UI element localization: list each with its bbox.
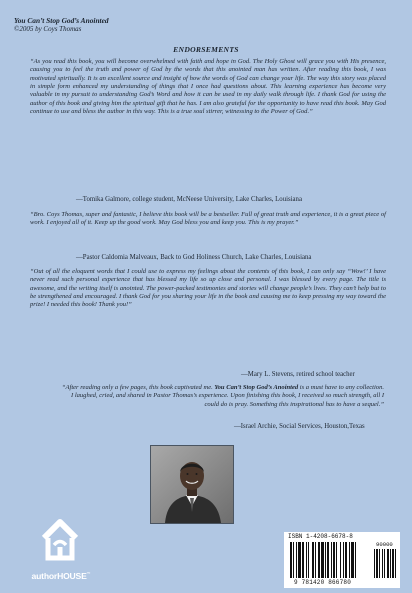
author-photo bbox=[150, 445, 234, 524]
endorsement-attribution: —Tomika Galmore, college student, McNeese University, Lake Charles, Louisiana bbox=[76, 196, 302, 203]
endorsement-2 bbox=[30, 211, 386, 228]
endorsement-attribution: —Pastor Caldomia Malveaux, Back to God Holiness Church, Lake Charles, Louisiana bbox=[76, 254, 312, 261]
publisher-name bbox=[26, 571, 96, 581]
house-icon bbox=[26, 508, 94, 570]
endorsements-heading: ENDORSEMENTS bbox=[173, 45, 239, 54]
endorsement-attribution: —Israel Archie, Social Services, Houston,Texas bbox=[234, 423, 365, 430]
endorsement-text: “Out of all the eloquent words that I could use to express my feelings about the contents of this book, I can only say “Wow!’ I have never read such personal experience that has blessed my life so up close and personal. I was blessed by every page. The title is awesome, and the writing itself is anointed. The power-packed testimonies and stories will change people’s lives. They can’t help but to be strengthened and encouraged. I thank God for you sharing your life in the book and causing me to keep pressing my way toward the prize! I needed this book! Thank you!” bbox=[30, 268, 386, 309]
publisher-name-text: authorHOUSE bbox=[31, 571, 87, 581]
endorsement-book-title: You Can’t Stop God’s Anointed bbox=[214, 384, 299, 391]
endorsement-1 bbox=[30, 58, 386, 116]
author-photo-image bbox=[151, 446, 233, 523]
endorsement-text: “As you read this book, you will become overwhelmed with faith and hope in God. The Holy Ghost will grace you with His presence, causing you to feel the truth and power of God by the words that this anointed man has written. After reading this book, I was motivated spiritually. It is an excellent source and insight of how the words of God can change your life. The way this story was placed in simple form enhanced my understanding of things that I once had questions about. This learning experience has become very valuable in my pursuit to understanding God’s Word and how it can be used in my daily walk through life. I thank God for using the author of this book and giving him the spiritual gift that he has. I am also grateful for the opportunity to have read this book. May God continue to use and bless the author in this way. This is a true soul stirrer, witnessing to the Power of God.” bbox=[30, 58, 386, 116]
endorsement-text-after: is a must have to any collection. I laughed, cried, and shared in Pastor Thomas’s experience. Upon finishing this book, I received so much strength, all I could do is pray. Something this inspirational has to have a sequel.” bbox=[71, 384, 384, 408]
copyright-line: ©2005 by Coys Thomas bbox=[14, 25, 82, 33]
price-code: 90000 bbox=[376, 541, 393, 548]
endorsement-3 bbox=[30, 268, 386, 310]
endorsement-4 bbox=[60, 384, 384, 409]
endorsement-attribution: —Mary L. Stevens, retired school teacher bbox=[241, 371, 355, 378]
barcode-digits: 9 781420 866780 bbox=[294, 579, 352, 586]
book-title: You Can’t Stop God’s Anointed bbox=[14, 16, 109, 25]
endorsement-text: “Bro. Coys Thomas, super and fantastic, I believe this book will be a bestseller. Full of great truth and experience, it is a great piece of work. I enjoyed all of it. Keep up the good work. May God bless you and keep you. This is my prayer.” bbox=[30, 211, 386, 227]
trademark-symbol: ™ bbox=[86, 571, 91, 577]
endorsement-text bbox=[60, 384, 384, 409]
endorsement-text-before: “After reading only a few pages, this book captivated me. bbox=[61, 384, 215, 391]
isbn-number: ISBN 1-4208-6678-8 bbox=[288, 533, 353, 540]
authorhouse-logo bbox=[26, 508, 94, 580]
isbn-barcode bbox=[284, 532, 400, 588]
